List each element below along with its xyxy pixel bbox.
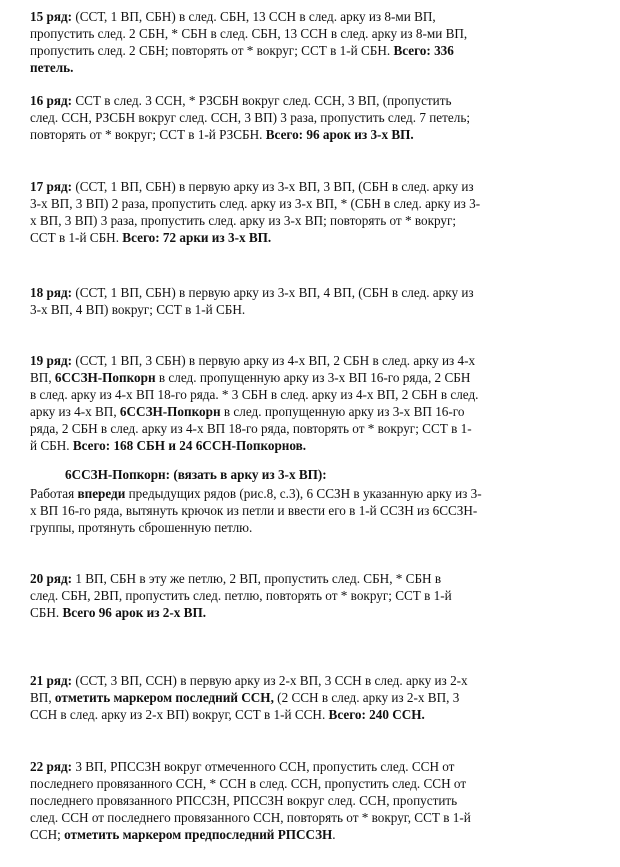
text-segment: след. СБН, 2ВП, пропустить след. петлю, повторять от * вокруг; ССТ в 1-й [30,588,452,603]
bold-text: 18 ряд: [30,285,73,300]
text-line [30,672,590,689]
row-15-paragraph [30,8,590,76]
bold-text: 16 ряд: [30,93,73,108]
text-line [30,519,590,536]
text-segment: (ССТ, 3 ВП, ССН) в первую арку из 2-х ВП, 3 ССН в след. арку из 2-х [72,673,468,688]
text-line [30,706,590,723]
text-line [30,126,590,143]
text-line [30,775,590,792]
text-segment: Работая [30,486,78,501]
text-segment: ВП, [30,690,55,705]
text-segment: (ССТ, 1 ВП, СБН) в первую арку из 3-х ВП, 4 ВП, (СБН в след. арку из [72,285,474,300]
text-line [30,604,590,621]
text-segment: (ССТ, 1 ВП, СБН) в первую арку из 3-х ВП, 3 ВП, (СБН в след. арку из [72,179,474,194]
text-segment: последнего провязанного ССН, * ССН в след. ССН, пропустить след. ССН от [30,776,467,791]
text-line [30,485,590,502]
text-segment: повторять от * вокруг; ССТ в 1-й РЗСБН. [30,127,266,142]
text-segment: й СБН. [30,438,73,453]
text-line [30,792,590,809]
bold-text: Всего: 168 СБН и 24 6ССН-Попкорнов. [72,438,307,453]
bold-text: отметить маркером последний ССН, [54,690,274,705]
text-line [30,284,590,301]
text-line [30,689,590,706]
bold-text: 6ССЗН-Попкорн [119,404,221,419]
row-20-paragraph [30,570,590,621]
text-segment: . [332,827,336,842]
bold-text: Всего: 240 ССН. [328,707,425,722]
text-segment: ССТ в след. 3 ССН, * РЗСБН вокруг след. ССН, 3 ВП, (пропустить [72,93,452,108]
text-line [30,502,590,519]
text-segment: в след. пропущенную арку из 3-х ВП 16-го ряда, 2 СБН [155,370,471,385]
row-17-paragraph [30,178,590,246]
bold-text: петель. [30,60,74,75]
text-segment: СБН. [30,605,63,620]
bold-text: 15 ряд: [30,9,73,24]
text-line [30,587,590,604]
text-line [30,369,590,386]
row-19-paragraph [30,352,590,454]
text-segment: в след. арку из 4-х ВП 18-го ряда. * 3 СБН в след. арку из 4-х ВП, 2 СБН в след. [30,387,479,402]
text-segment: ряда, 2 СБН в след. арку из 4-х ВП 18-го ряда, повторять от * вокруг; ССТ в 1- [30,421,472,436]
text-segment: х ВП 16-го ряда, вытянуть крючок из петли и ввести его в 1-й ССЗН из 6ССЗН- [30,503,478,518]
text-line [65,466,620,483]
text-segment: след. ССН, РЗСБН вокруг след. ССН, 3 ВП) 3 раза, пропустить след. 7 петель; [30,110,471,125]
text-segment: ССН; [30,827,65,842]
text-line [30,301,590,318]
row-18-paragraph [30,284,590,318]
text-line [30,386,590,403]
text-segment: в след. пропущенную арку из 3-х ВП 16-го [220,404,465,419]
popcorn-instructions [30,485,590,536]
text-segment: ВП, [30,370,55,385]
text-line [30,42,590,59]
text-segment: (ССТ, 1 ВП, СБН) в след. СБН, 13 ССН в след. арку из 8-ми ВП, [72,9,436,24]
text-line [30,420,590,437]
bold-text: 17 ряд: [30,179,73,194]
bold-text: Всего 96 арок из 2-х ВП. [62,605,207,620]
bold-text: отметить маркером предпоследний РПССЗН [64,827,333,842]
text-line [30,352,590,369]
bold-text: 6ССЗН-Попкорн: (вязать в арку из 3-х ВП): [65,467,327,482]
bold-text: 20 ряд: [30,571,73,586]
text-segment: пропустить след. 2 СБН, * СБН в след. СБН, 13 ССН в след. арку из 8-ми ВП, [30,26,468,41]
text-segment: предыдущих рядов (рис.8, с.3), 6 ССЗН в указанную арку из 3- [125,486,482,501]
text-line [30,403,590,420]
bold-text: Всего: 72 арки из 3-х ВП. [122,230,272,245]
text-line [30,195,590,212]
text-segment: ССН в след. арку из 2-х ВП) вокруг, ССТ в 1-й ССН. [30,707,329,722]
row-16-paragraph [30,92,590,143]
text-line [30,59,590,76]
text-segment: ССТ в 1-й СБН. [30,230,123,245]
text-segment: арку из 4-х ВП, [30,404,120,419]
text-segment: 3-х ВП, 4 ВП) вокруг; ССТ в 1-й СБН. [30,302,246,317]
bold-text: 21 ряд: [30,673,73,688]
bold-text: 19 ряд: [30,353,73,368]
row-21-paragraph [30,672,590,723]
bold-text: Всего: 336 [393,43,454,58]
text-line [30,758,590,775]
bold-text: Всего: 96 арок из 3-х ВП. [265,127,414,142]
text-line [30,212,590,229]
text-segment: х ВП, 3 ВП) 3 раза, пропустить след. арку из 3-х ВП; повторять от * вокруг; [30,213,457,228]
text-segment: (2 ССН в след. арку из 2-х ВП, 3 [273,690,460,705]
text-line [30,109,590,126]
text-segment: 3 ВП, РПССЗН вокруг отмеченного ССН, пропустить след. ССН от [72,759,455,774]
text-line [30,92,590,109]
text-line [30,8,590,25]
text-line [30,570,590,587]
text-segment: след. ССН от последнего провязанного ССН, повторять от * вокруг, ССТ в 1-й [30,810,471,825]
text-line [30,229,590,246]
text-segment: (ССТ, 1 ВП, 3 СБН) в первую арку из 4-х ВП, 2 СБН в след. арку из 4-х [72,353,476,368]
bold-text: впереди [77,486,126,501]
row-22-paragraph [30,758,590,843]
popcorn-heading [30,466,620,483]
text-segment: группы, протянуть сброшенную петлю. [30,520,253,535]
text-segment: пропустить след. 2 СБН; повторять от * вокруг; ССТ в 1-й СБН. [30,43,394,58]
text-segment: 3-х ВП, 3 ВП) 2 раза, пропустить след. арку из 3-х ВП, * (СБН в след. арку из 3- [30,196,481,211]
text-line [30,809,590,826]
bold-text: 22 ряд: [30,759,73,774]
text-line [30,178,590,195]
text-segment: 1 ВП, СБН в эту же петлю, 2 ВП, пропустить след. СБН, * СБН в [72,571,442,586]
bold-text: 6ССЗН-Попкорн [54,370,156,385]
text-line [30,25,590,42]
text-line [30,826,590,843]
text-segment: последнего провязанного РПССЗН, РПССЗН вокруг след. ССН, пропустить [30,793,458,808]
text-line [30,437,590,454]
